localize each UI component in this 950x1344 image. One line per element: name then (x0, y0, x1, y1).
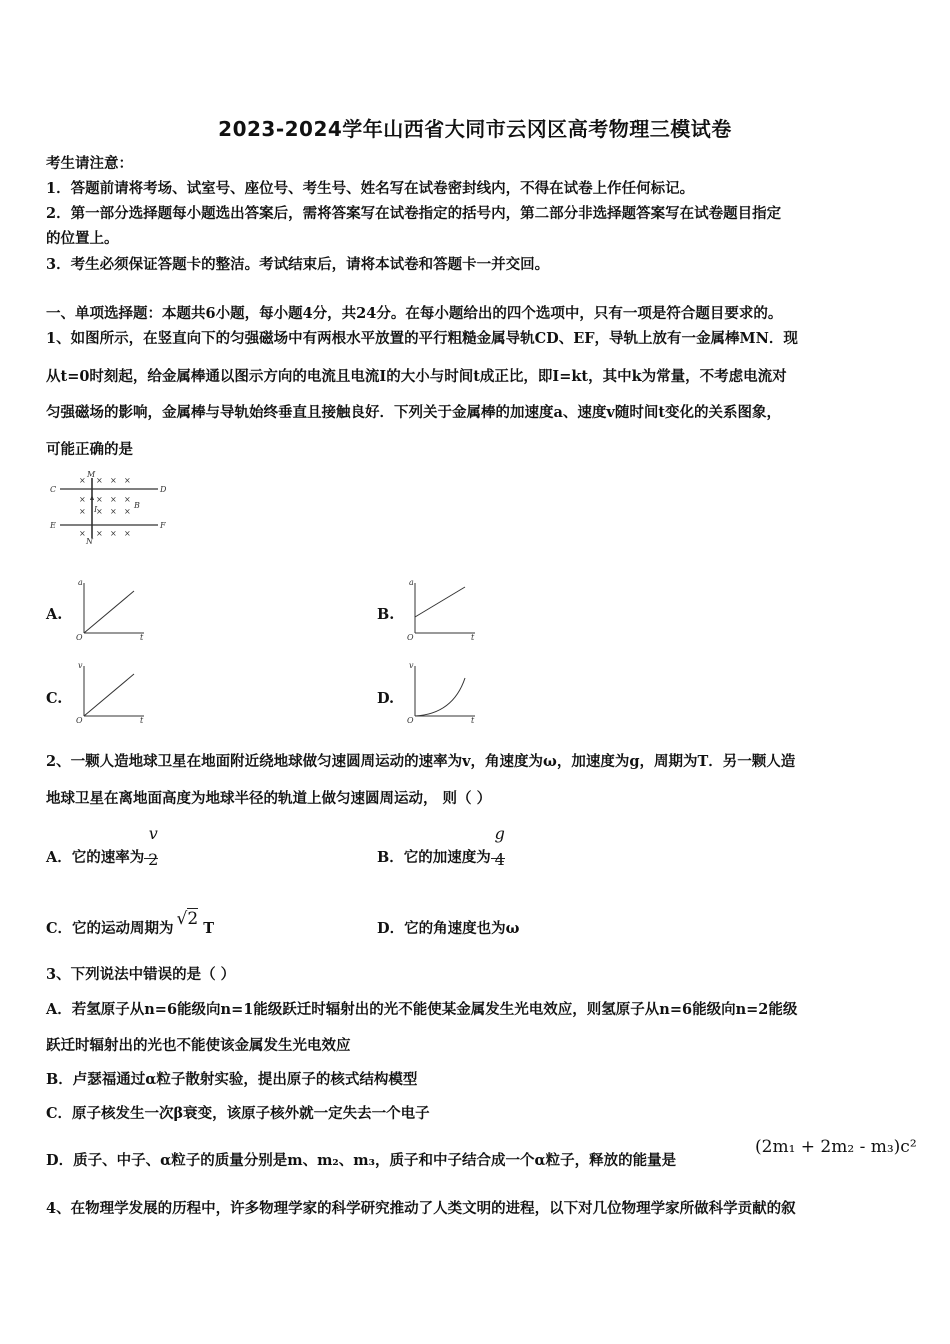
q2-option-c (46, 909, 215, 938)
axis-x-label: t (471, 716, 475, 724)
fraction-denominator: 4 (494, 849, 505, 869)
svg-text:×: × (110, 529, 117, 538)
svg-text:×: × (79, 529, 86, 538)
origin-label: O (76, 633, 83, 641)
q1-line-1: 1、如图所示，在竖直向下的匀强磁场中有两根水平放置的平行粗糙金属导轨CD、EF，导轨上放有一金属棒MN．现 (46, 330, 798, 347)
fraction-denominator: 2 (148, 849, 159, 869)
fraction-g-over-4 (491, 823, 505, 869)
q1-line-4: 可能正确的是 (46, 441, 133, 458)
q1-option-b-label: B. (377, 606, 395, 623)
q1-line-2: 从t=0时刻起，给金属棒通以图示方向的电流且电流I的大小与时间t成正比，即I=kt，其中k为常量，不考虑电流对 (46, 368, 787, 385)
q1-option-c-graph (72, 660, 152, 724)
q1-option-b-graph (403, 577, 483, 641)
svg-text:×: × (124, 476, 131, 485)
q1-option-d-graph (403, 660, 483, 724)
notice-item-2: 2．第一部分选择题每小题选出答案后，需将答案写在试卷指定的括号内，第二部分非选择题答案写在试卷题目指定 (46, 205, 782, 222)
page-title: 2023-2024学年山西省大同市云冈区高考物理三模试卷 (218, 117, 732, 141)
q1-option-a-label: A. (46, 606, 63, 623)
q2-option-b-text: B．它的加速度为 (377, 849, 491, 866)
notice-item-1: 1．答题前请将考场、试室号、座位号、考生号、姓名写在试卷密封线内，不得在试卷上作任何标记。 (46, 180, 695, 197)
notice-item-3: 3．考生必须保证答题卡的整洁。考试结束后，请将本试卷和答题卡一并交回。 (46, 256, 550, 273)
svg-text:×: × (96, 529, 103, 538)
q2-option-c-unit: T (203, 920, 215, 937)
fraction-numerator: v (148, 823, 158, 843)
svg-text:×: × (110, 495, 117, 504)
q3-stem: 3、下列说法中错误的是（ ） (46, 966, 236, 983)
axis-x-label: t (140, 633, 144, 641)
svg-text:×: × (79, 495, 86, 504)
label-d: D (160, 485, 167, 494)
origin-label: O (407, 633, 414, 641)
axis-y-label: a (409, 578, 414, 587)
svg-text:×: × (110, 507, 117, 516)
svg-text:×: × (124, 495, 131, 504)
axis-y-label: a (78, 578, 83, 587)
label-n: N (86, 537, 93, 546)
axis-y-label: v (78, 661, 83, 670)
label-e: E (50, 521, 56, 530)
q1-line-3: 匀强磁场的影响，金属棒与导轨始终垂直且接触良好．下列关于金属棒的加速度a、速度v随时间t变化的关系图象， (46, 404, 782, 421)
axis-x-label: t (471, 633, 475, 641)
q2-line-1: 2、一颗人造地球卫星在地面附近绕地球做匀速圆周运动的速率为v，角速度为ω，加速度为g，周期为T．另一颗人造 (46, 753, 796, 770)
q2-option-a-text: A．它的速率为 (46, 849, 145, 866)
notice-heading: 考生请注意： (46, 155, 133, 172)
q1-option-d-label: D. (377, 690, 395, 707)
q1-option-a-graph (72, 577, 152, 641)
label-m: M (87, 470, 96, 479)
notice-item-2-cont: 的位置上。 (46, 230, 119, 247)
label-f: F (160, 521, 166, 530)
axis-y-label: v (409, 661, 414, 670)
q4-stem: 4、在物理学发展的历程中，许多物理学家的科学研究推动了人类文明的进程，以下对几位物理学家所做科学贡献的叙 (46, 1200, 796, 1217)
q3-option-c: C．原子核发生一次β衰变，该原子核外就一定失去一个电子 (46, 1105, 430, 1122)
svg-text:×: × (110, 476, 117, 485)
sqrt-symbol: √2 (176, 909, 199, 929)
label-c: C (50, 485, 57, 494)
q1-rail-figure (46, 468, 176, 548)
svg-text:×: × (79, 507, 86, 516)
q2-option-b (377, 823, 505, 869)
svg-text:×: × (124, 507, 131, 516)
svg-text:×: × (96, 476, 103, 485)
origin-label: O (407, 716, 414, 724)
fraction-v-over-2 (144, 823, 159, 869)
q2-option-a (46, 823, 159, 869)
fraction-numerator: g (494, 823, 505, 843)
q3-option-b: B．卢瑟福通过α粒子散射实验，提出原子的核式结构模型 (46, 1071, 418, 1088)
label-i: I (94, 505, 98, 514)
q3-energy-formula: (2m₁ + 2m₂ - m₃)c² (755, 1137, 917, 1157)
origin-label: O (76, 716, 83, 724)
svg-text:×: × (96, 495, 103, 504)
q2-option-c-text: C．它的运动周期为 (46, 920, 174, 937)
svg-text:×: × (79, 476, 86, 485)
q3-option-a-line-2: 跃迁时辐射出的光也不能使该金属发生光电效应 (46, 1037, 351, 1054)
label-b: B (134, 501, 140, 510)
svg-text:×: × (124, 529, 131, 538)
q2-option-d: D．它的角速度也为ω (377, 920, 520, 937)
q1-option-c-label: C. (46, 690, 63, 707)
svg-text:×: × (96, 507, 103, 516)
section-1-heading: 一、单项选择题：本题共6小题，每小题4分，共24分。在每小题给出的四个选项中，只有一项是符合题目要求的。 (46, 305, 783, 322)
q3-option-d: D．质子、中子、α粒子的质量分别是m、m₂、m₃，质子和中子结合成一个α粒子，释放的能量是 (46, 1152, 677, 1169)
axis-x-label: t (140, 716, 144, 724)
q3-option-a-line-1: A．若氢原子从n=6能级向n=1能级跃迁时辐射出的光不能使某金属发生光电效应，则氢原子从n=6能级向n=2能级 (46, 1001, 798, 1018)
q2-line-2: 地球卫星在离地面高度为地球半径的轨道上做匀速圆周运动， 则（ ） (46, 790, 492, 807)
